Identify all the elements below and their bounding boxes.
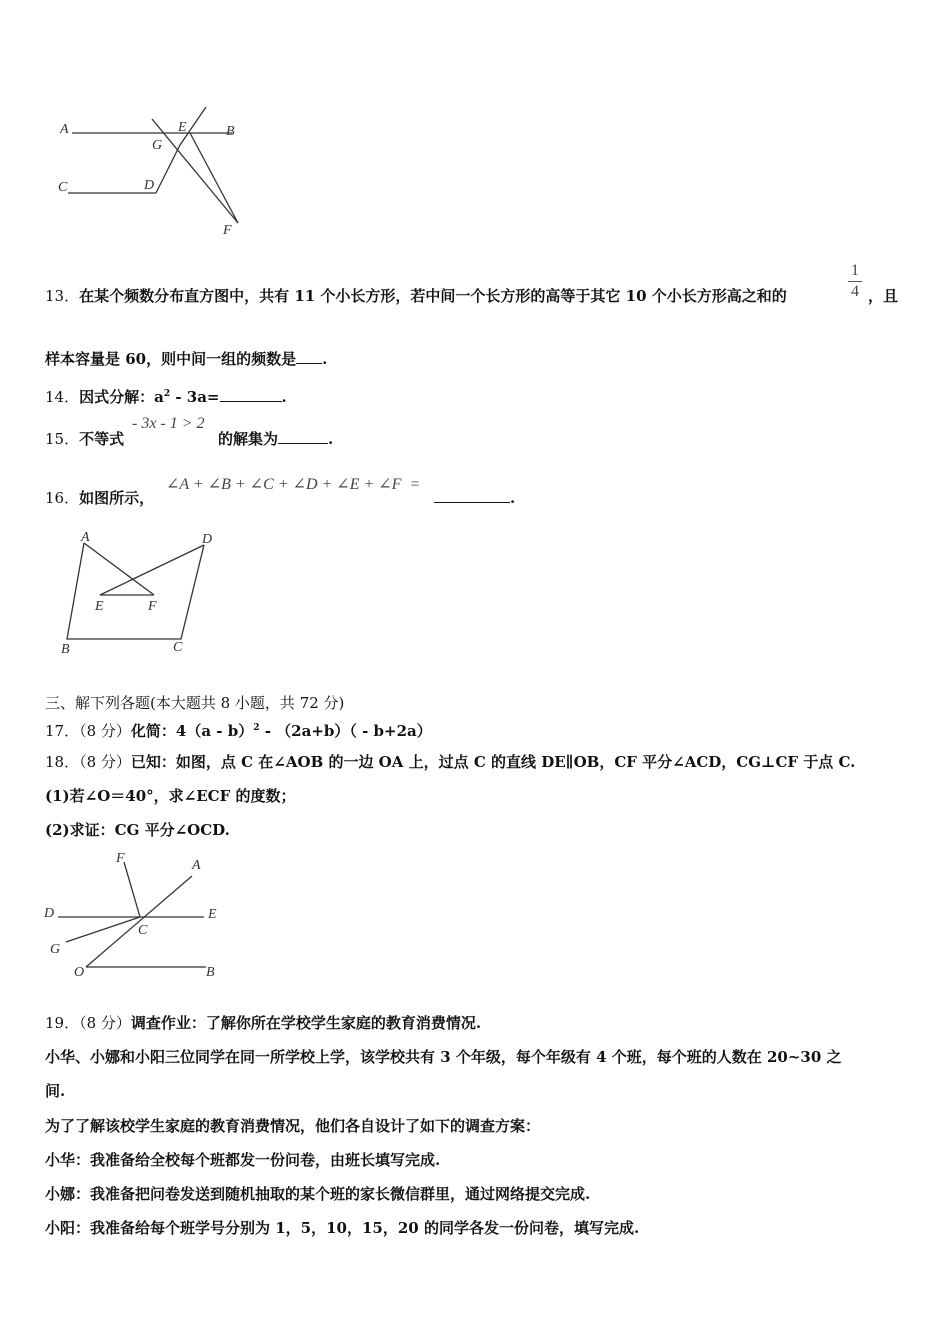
q17-number: 17．: [45, 722, 80, 740]
q19-number: 19．: [45, 1014, 80, 1032]
q14-answer-blank[interactable]: [220, 387, 282, 402]
q17-text: 化简：4（a - b）: [130, 722, 254, 740]
label-F: F: [148, 599, 157, 614]
q16-math: ∠A + ∠B + ∠C + ∠D + ∠E + ∠F =: [166, 476, 421, 493]
figure-angles-2: [50, 528, 230, 658]
q19-para1a: 小华、小娜和小阳三位同学在同一所学校上学，该学校共有 3 个年级，每个年级有 4 个班，每个班的人数在 20~30 之: [45, 1048, 842, 1066]
section3-heading: 三、解下列各题(本大题共 8 小题，共 72 分): [45, 694, 345, 712]
q18-text: 已知：如图，点 C 在∠AOB 的一边 OA 上，过点 C 的直线 DE∥OB，CF 平分∠ACD，CG⊥CF 于点 C.: [130, 753, 856, 771]
q16-prefix: [45, 488, 154, 508]
label-E: E: [95, 599, 104, 614]
q17-score: （8 分）: [79, 722, 131, 740]
label-O: O: [74, 965, 85, 980]
label-C: C: [173, 640, 183, 655]
q16-answer-blank[interactable]: [434, 488, 510, 503]
q19-para1b: 间.: [45, 1082, 66, 1100]
q17: [45, 718, 432, 741]
q15-text2: 的解集为: [218, 430, 279, 448]
figure-parallel-lines-1: [50, 100, 270, 245]
figure-angles-3: [40, 845, 240, 985]
q17-text2: - （2a+b）（ - b+2a）: [259, 722, 432, 740]
q13-number: 13．: [45, 287, 80, 305]
label-B: B: [206, 965, 215, 980]
q19-para2: 为了了解该校学生家庭的教育消费情况，他们各自设计了如下的调查方案：: [45, 1117, 541, 1135]
label-F: F: [116, 851, 125, 866]
q15-math: - 3x - 1 > 2: [132, 415, 205, 432]
q19-plan3: 小阳：我准备给每个班学号分别为 1，5，10，15，20 的同学各发一份问卷，填写完成.: [45, 1219, 640, 1237]
label-A: A: [192, 858, 201, 873]
label-D: D: [202, 532, 213, 547]
q16-text: 如图所示，: [79, 489, 155, 507]
q19-plan1: 小华：我准备给全校每个班都发一份问卷，由班长填写完成.: [45, 1151, 441, 1169]
q15-answer-blank[interactable]: [278, 429, 328, 444]
q16-number: 16．: [45, 489, 80, 507]
q14-text2: - 3a=: [170, 388, 220, 406]
q16-blank-wrap: .: [434, 488, 515, 508]
label-G: G: [152, 138, 163, 153]
q19-title: [45, 1013, 481, 1033]
q13-line1-end: ，且: [868, 287, 899, 305]
label-G: G: [50, 942, 61, 957]
q14-text: 因式分解：a: [79, 388, 164, 406]
q19-score: （8 分）: [79, 1014, 131, 1032]
q18-part1: (1)若∠O＝40°，求∠ECF 的度数；: [45, 787, 296, 805]
q13-answer-blank[interactable]: [296, 349, 322, 364]
label-D: D: [44, 906, 55, 921]
label-D: D: [144, 178, 155, 193]
label-F: F: [223, 223, 232, 238]
label-C: C: [58, 180, 68, 195]
q13-fraction: [846, 262, 864, 301]
label-B: B: [226, 124, 235, 139]
q15-suffix: 的解集为 .: [218, 430, 334, 448]
q13-line2-text: 样本容量是 60，则中间一组的频数是: [45, 350, 297, 368]
q18-stem: [45, 752, 855, 772]
label-A: A: [81, 530, 90, 545]
label-C: C: [138, 923, 148, 938]
q18-part2: (2)求证：CG 平分∠OCD.: [45, 821, 230, 839]
q15-number: 15．: [45, 430, 80, 448]
q13-frac-denominator: 4: [851, 283, 859, 300]
q13-frac-numerator: 1: [851, 262, 859, 279]
label-B: B: [61, 642, 70, 657]
label-A: A: [60, 122, 69, 137]
q18-score: （8 分）: [79, 753, 131, 771]
q13-line2: 样本容量是 60，则中间一组的频数是 .: [45, 350, 328, 368]
q19-title-text: 调查作业：了解你所在学校学生家庭的教育消费情况.: [130, 1014, 482, 1032]
q14-sup: 2: [163, 389, 171, 399]
label-E: E: [178, 120, 187, 135]
label-E: E: [208, 907, 217, 922]
q13-text: 在某个频数分布直方图中，共有 11 个小长方形，若中间一个长方形的高等于其它 10 个小长方形高之和的: [79, 287, 787, 305]
q15-prefix: [45, 429, 124, 449]
q14: 14．因式分解：$a^2 - 3a=$ .: [45, 388, 287, 406]
q15-text: 不等式: [79, 430, 125, 448]
q19-plan2: 小娜：我准备把问卷发送到随机抽取的某个班的家长微信群里，通过网络提交完成.: [45, 1185, 591, 1203]
q13-line1: [45, 286, 787, 306]
q17-sup: 2: [253, 723, 260, 733]
q14-number: 14．: [45, 388, 80, 406]
q18-number: 18．: [45, 753, 80, 771]
